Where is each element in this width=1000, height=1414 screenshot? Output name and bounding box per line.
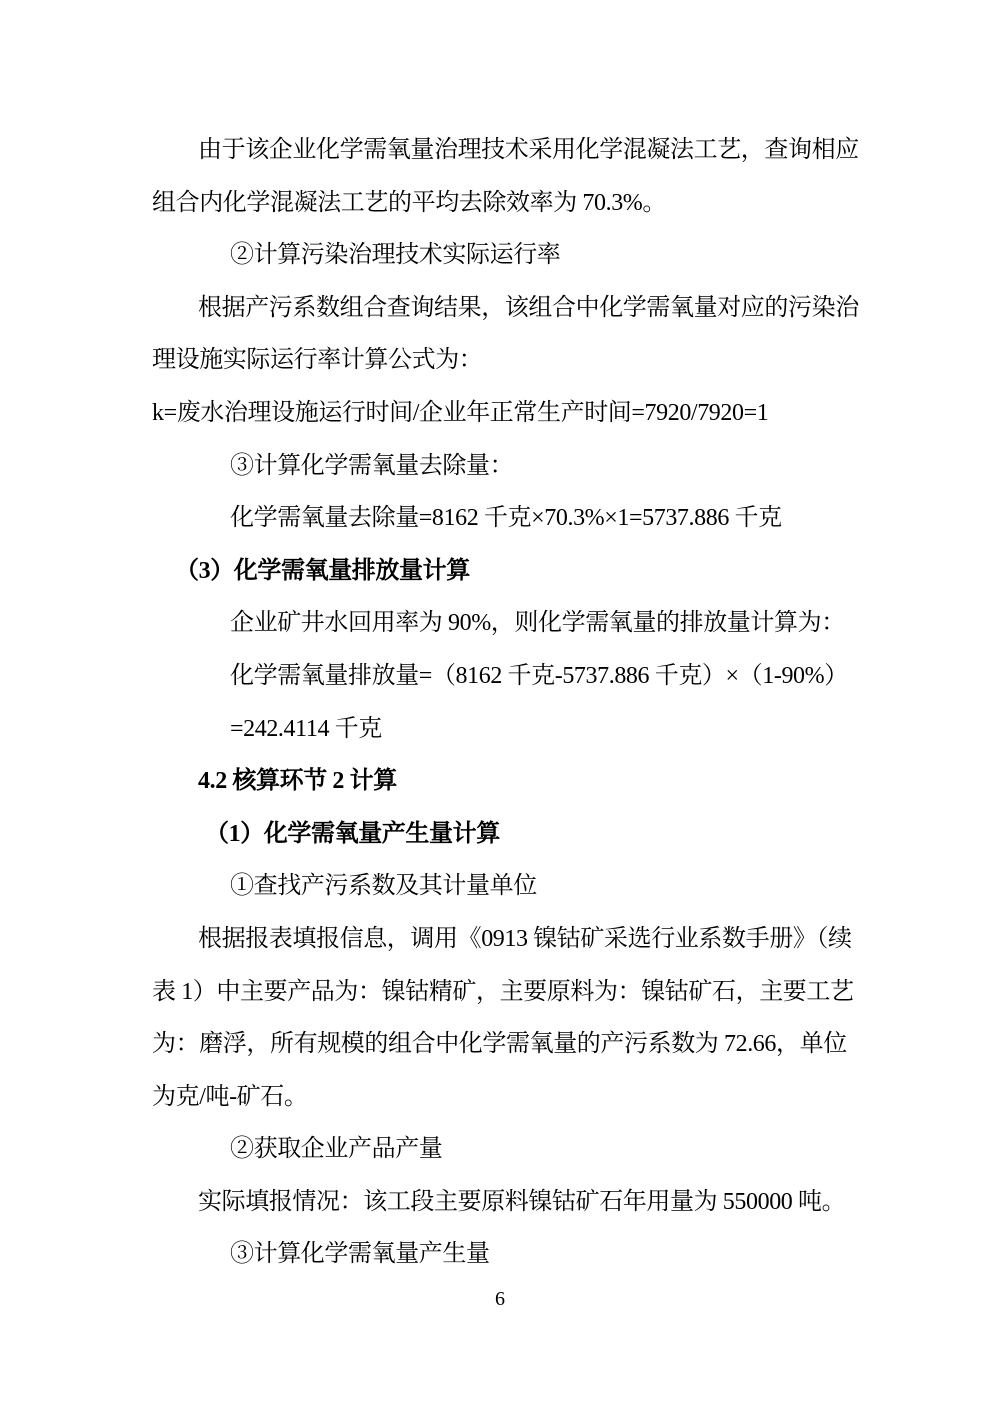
- step3-generation-calc-heading: ③计算化学需氧量产生量: [230, 1241, 490, 1268]
- page-number: 6: [495, 1288, 505, 1310]
- document-body: [152, 124, 868, 1281]
- para-handbook-line3: 为：磨浮，所有规模的组合中化学需氧量的产污系数为 72.66，单位: [152, 1031, 847, 1058]
- heading-1-generation-calc: （1）化学需氧量产生量计算: [205, 820, 500, 847]
- para-removal-efficiency-line2: 组合内化学混凝法工艺的平均去除效率为 70.3%。: [152, 189, 666, 216]
- para-operation-rate-line1: 根据产污系数组合查询结果，该组合中化学需氧量对应的污染治: [198, 294, 859, 321]
- para-handbook-line4: 为克/吨-矿石。: [152, 1083, 308, 1110]
- para-emission-intro: 企业矿井水回用率为 90%，则化学需氧量的排放量计算为：: [230, 610, 845, 637]
- step3-removal-amount-heading: ③计算化学需氧量去除量：: [230, 452, 514, 479]
- step2-operation-rate-heading: ②计算污染治理技术实际运行率: [230, 242, 561, 269]
- formula-emission-line2: =242.4114 千克: [230, 715, 382, 742]
- heading-4-2-accounting-step2: 4.2 核算环节 2 计算: [198, 768, 397, 795]
- para-operation-rate-line2: 理设施实际运行率计算公式为：: [152, 347, 483, 374]
- para-removal-efficiency-line1: 由于该企业化学需氧量治理技术采用化学混凝法工艺，查询相应: [198, 137, 859, 163]
- heading-3-emission-calc: （3）化学需氧量排放量计算: [175, 557, 470, 584]
- formula-k-operation-rate: k=废水治理设施运行时间/企业年正常生产时间=7920/7920=1: [152, 399, 769, 426]
- step1-find-coefficient-heading: ①查找产污系数及其计量单位: [230, 873, 537, 900]
- step2-product-output-heading: ②获取企业产品产量: [230, 1136, 443, 1163]
- para-handbook-line2: 表 1）中主要产品为：镍钴精矿，主要原料为：镍钴矿石，主要工艺: [152, 978, 854, 1005]
- formula-emission-line1: 化学需氧量排放量=（8162 千克-5737.886 千克）×（1-90%）: [230, 662, 848, 689]
- para-actual-report: 实际填报情况：该工段主要原料镍钴矿石年用量为 550000 吨。: [198, 1188, 846, 1215]
- formula-removal-amount: 化学需氧量去除量=8162 千克×70.3%×1=5737.886 千克: [230, 505, 782, 532]
- para-handbook-line1: 根据报表填报信息，调用《0913 镍钴矿采选行业系数手册》（续: [198, 925, 852, 952]
